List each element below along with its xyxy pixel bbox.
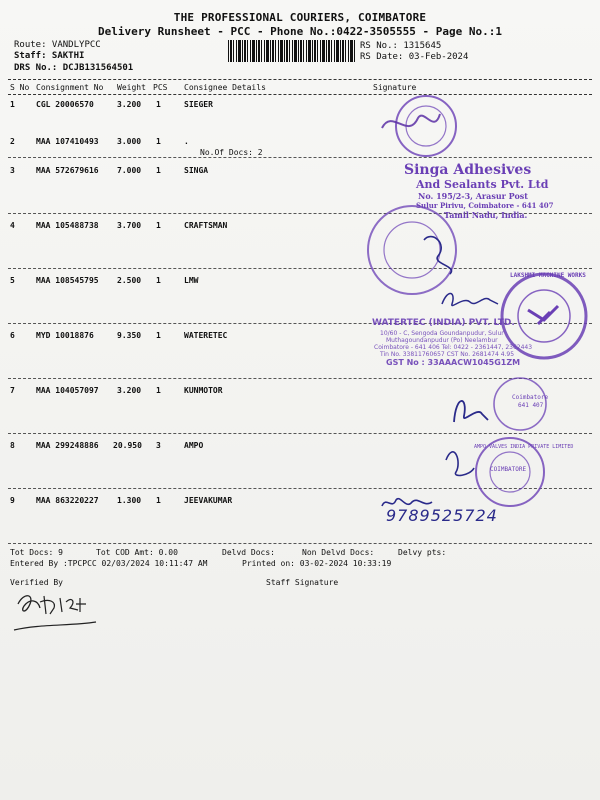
route-label: Route: VANDLYPCC [14,40,101,50]
col-consignee: Consignee Details [184,83,266,92]
row-2-consignment: MAA 107410493 [36,137,99,146]
row-1-sno: 1 [10,100,15,109]
row-4-consignment: MAA 105488738 [36,221,99,230]
row-9-weight: 1.300 [117,496,142,505]
watertec-stamp [372,318,582,367]
sieger-stamp [378,88,468,168]
row-4-weight: 3.700 [117,221,142,230]
non-delivered-docs: Non Delvd Docs: [302,548,375,557]
row-7-consignee: KUNMOTOR [184,386,223,395]
watertec-address-1: 10/60 - C, Sengoda Goundanpudur, Sulur [380,330,504,337]
row-1-consignment: CGL 20006570 [36,100,94,109]
singa-address-1: No. 195/2-3, Arasur Post [418,191,528,201]
row-divider [8,543,592,544]
row-2-pcs: 1 [156,137,161,146]
row-6-consignee: WATERETEC [184,331,228,340]
row-5-pcs: 1 [156,276,161,285]
ampo-stamp-city: COIMBATORE [490,466,527,473]
total-cod-amount: Tot COD Amt: 0.00 [96,548,178,557]
col-weight: Weight [117,83,146,92]
col-signature: Signature [373,83,417,92]
singa-company-name: Singa Adhesives [404,162,532,178]
row-divider [8,268,592,269]
rs-date: RS Date: 03-Feb-2024 [360,52,469,62]
row-3-weight: 7.000 [117,166,142,175]
printed-on: Printed on: 03-02-2024 10:33:19 [242,559,392,568]
watertec-company-name: WATERTEC (INDIA) PVT. LTD. [372,318,515,328]
watertec-tin: Tin No. 33811760657 CST No. 2681474 4.95 [380,351,515,358]
row-6-sno: 6 [10,331,15,340]
watertec-address-3: Coimbatore - 641 406 Tel: 0422 - 2361447, 2362443 [374,344,533,351]
row-6-weight: 9.350 [117,331,142,340]
ampo-stamp-text: AMPO VALVES INDIA PRIVATE LIMITED [474,444,574,450]
row-4-consignee: CRAFTSMAN [184,221,228,230]
drs-number: DRS No.: DCJB131564501 [14,63,134,73]
row-2-sno: 2 [10,137,15,146]
row-7-sno: 7 [10,386,15,395]
singa-company-name-2: And Sealants Pvt. Ltd [416,178,549,191]
row-4-pcs: 1 [156,221,161,230]
entered-by: Entered By :TPCPCC 02/03/2024 10:11:47 AM [10,559,208,568]
watertec-address-2: Muthagoundanpudur (Po) Neelambur [386,337,498,344]
row-8-consignee: AMPO [184,441,204,450]
row-3-pcs: 1 [156,166,161,175]
row-2-weight: 3.000 [117,137,142,146]
kunmotor-pin: 641 407 [518,402,544,409]
singa-address-2: Sulur Pirivu, Coimbatore - 641 407 [416,201,554,210]
handwritten-phone: 9789525724 [386,506,498,525]
row-7-pcs: 1 [156,386,161,395]
row-1-pcs: 1 [156,100,161,109]
row-8-weight: 20.950 [113,441,142,450]
verified-by-label: Verified By [10,578,63,587]
row-1-consignee: SIEGER [184,100,213,109]
row-3-consignee: SINGA [184,166,209,175]
row-4-sno: 4 [10,221,15,230]
table-header [8,79,592,95]
col-sno: S No [10,83,30,92]
row-8-sno: 8 [10,441,15,450]
row-5-consignee: LMW [184,276,199,285]
lakshmi-stamp-text: LAKSHMI MACHINE WORKS [510,272,586,279]
delivered-docs: Delvd Docs: [222,548,275,557]
col-consignment: Consignment No [36,83,104,92]
row-2-docs-note: No.Of Docs: 2 [200,148,263,157]
kunmotor-city: Coimbatore [512,394,549,401]
row-7-weight: 3.200 [117,386,142,395]
verified-signature-mark [10,586,100,636]
staff-label: Staff: SAKTHI [14,51,85,61]
row-7-consignment: MAA 104057097 [36,386,99,395]
row-6-consignment: MYD 10018876 [36,331,94,340]
staff-signature-label: Staff Signature [266,578,339,587]
row-9-pcs: 1 [156,496,161,505]
row-9-consignment: MAA 863220227 [36,496,99,505]
row-3-sno: 3 [10,166,15,175]
delivery-points: Delvy pts: [398,548,447,557]
singa-address-3: Tamil Nadu, India. [444,210,528,220]
col-pcs: PCS [153,83,168,92]
rs-number: RS No.: 1315645 [360,41,442,51]
row-6-pcs: 1 [156,331,161,340]
row-8-pcs: 3 [156,441,161,450]
row-5-sno: 5 [10,276,15,285]
row-divider [8,157,592,158]
total-docs: Tot Docs: 9 [10,548,63,557]
row-9-consignee: JEEVAKUMAR [184,496,233,505]
row-5-weight: 2.500 [117,276,142,285]
row-5-consignment: MAA 108545795 [36,276,99,285]
runsheet-subtitle: Delivery Runsheet - PCC - Phone No.:0422-3505555 - Page No.:1 [98,25,502,38]
row-9-sno: 9 [10,496,15,505]
company-title: THE PROFESSIONAL COURIERS, COIMBATORE [173,11,427,24]
watertec-gst: GST No : 33AAACW1045G1ZM [386,358,521,367]
row-8-consignment: MAA 299248886 [36,441,99,450]
row-1-weight: 3.200 [117,100,142,109]
row-3-consignment: MAA 572679616 [36,166,99,175]
barcode [228,40,356,62]
row-2-consignee: . [184,137,189,146]
